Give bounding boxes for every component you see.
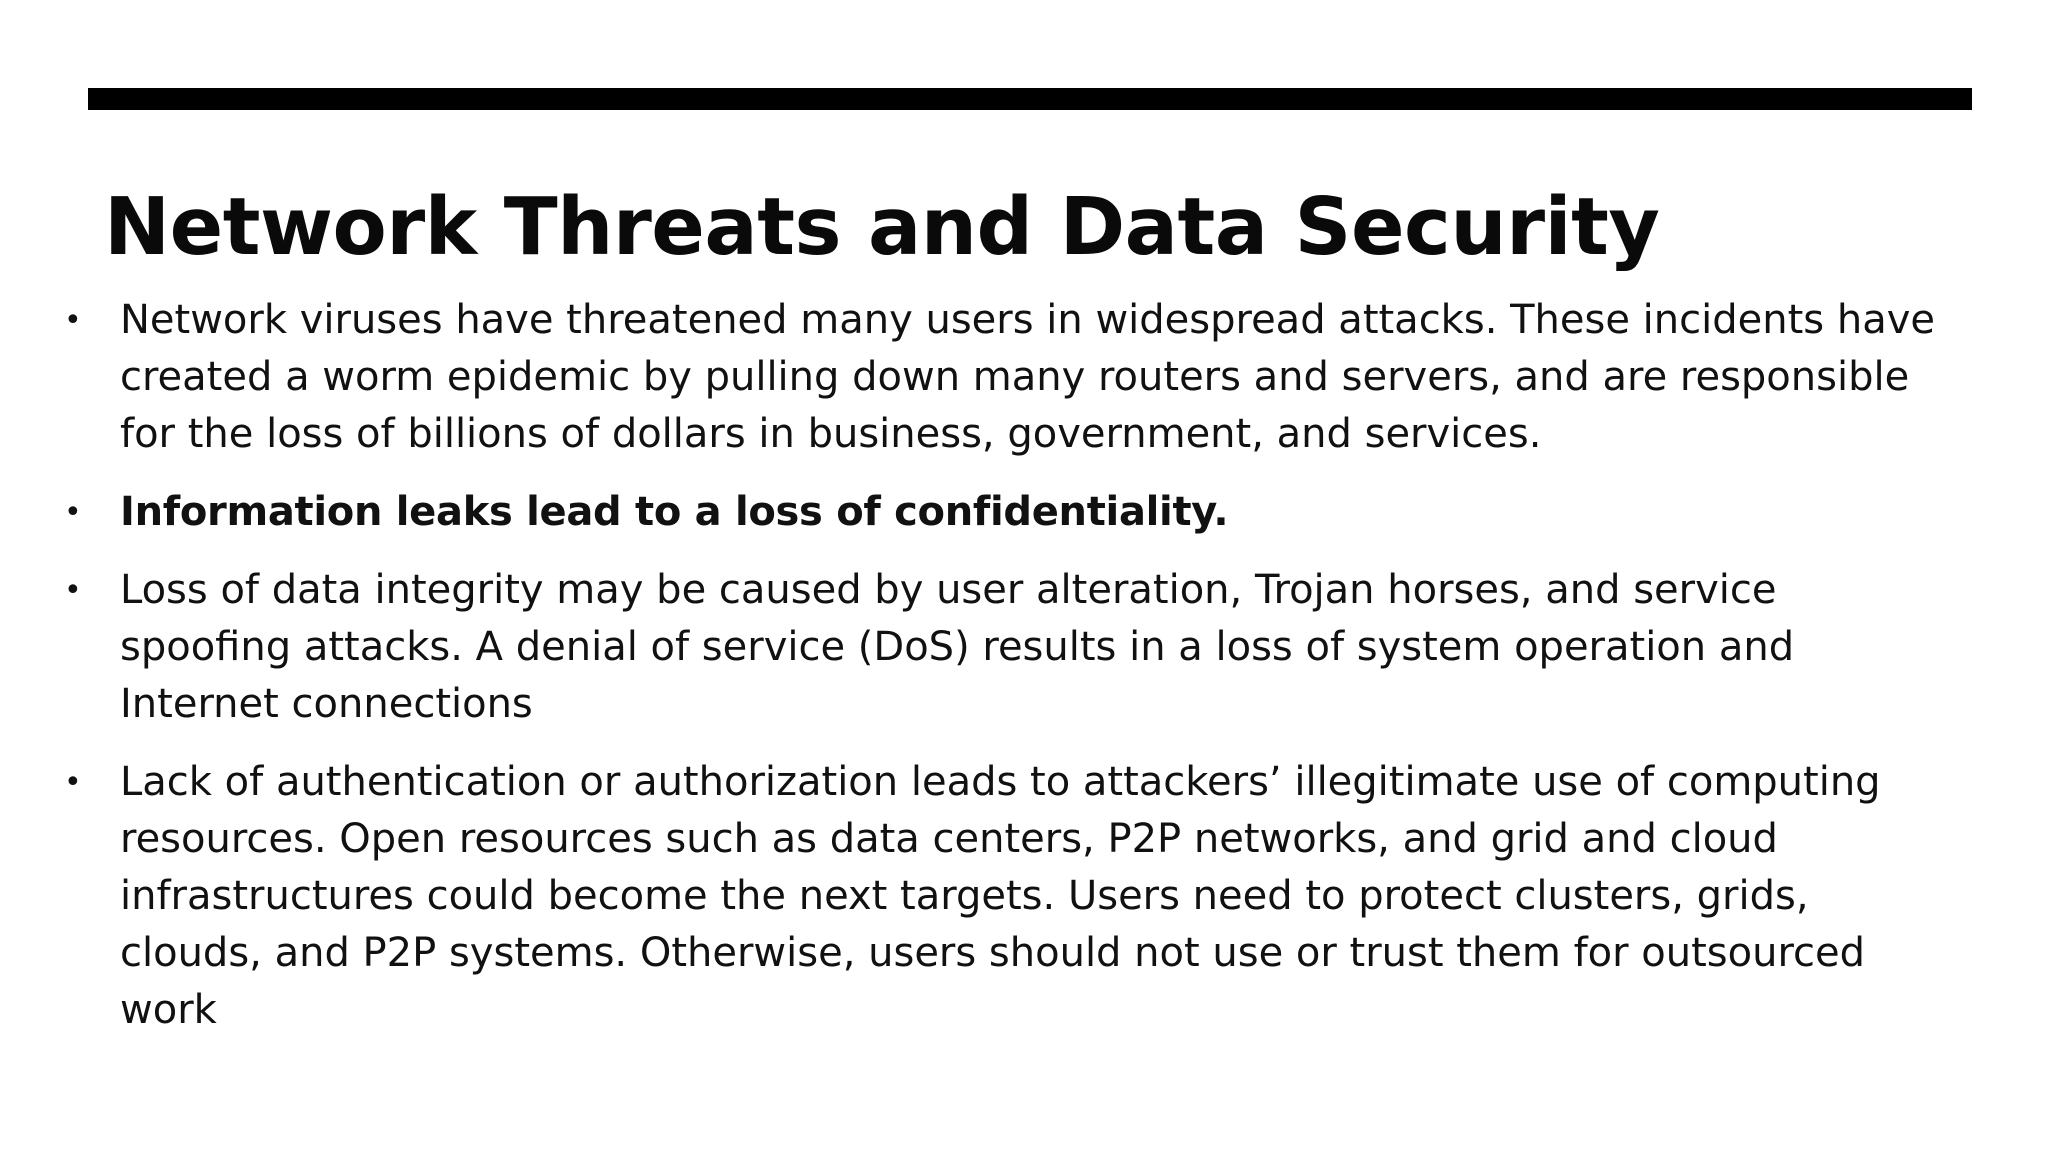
bullet-item bbox=[58, 754, 1958, 1039]
bullet-icon: • bbox=[64, 765, 82, 800]
bullet-icon: • bbox=[64, 573, 82, 608]
bullet-list bbox=[58, 292, 1958, 1060]
title-rule bbox=[88, 88, 1972, 110]
bullet-text: Lack of authentication or authorization leads to attackers’ illegitimate use of computing resources. Open resources such as data centers, P2P networks, and grid and cloud infrastructures could become the next targets. Users need to protect clusters, grids, clouds, and P2P systems. Otherwise, users should not use or trust them for outsourced work bbox=[120, 759, 1881, 1033]
bullet-icon: • bbox=[64, 303, 82, 338]
bullet-text: Loss of data integrity may be caused by user alteration, Trojan horses, and service spoofing attacks. A denial of service (DoS) results in a loss of system operation and Internet connections bbox=[120, 567, 1795, 727]
bullet-item bbox=[58, 484, 1958, 541]
bullet-text: Information leaks lead to a loss of confidentiality. bbox=[120, 489, 1229, 535]
bullet-item bbox=[58, 292, 1958, 463]
bullet-item bbox=[58, 562, 1958, 733]
bullet-icon: • bbox=[64, 495, 82, 530]
bullet-text: Network viruses have threatened many users in widespread attacks. These incidents have created a worm epidemic by pulling down many routers and servers, and are responsible for the loss of billions of dollars in business, government, and services. bbox=[120, 297, 1935, 457]
slide-title: Network Threats and Data Security bbox=[104, 181, 1660, 273]
